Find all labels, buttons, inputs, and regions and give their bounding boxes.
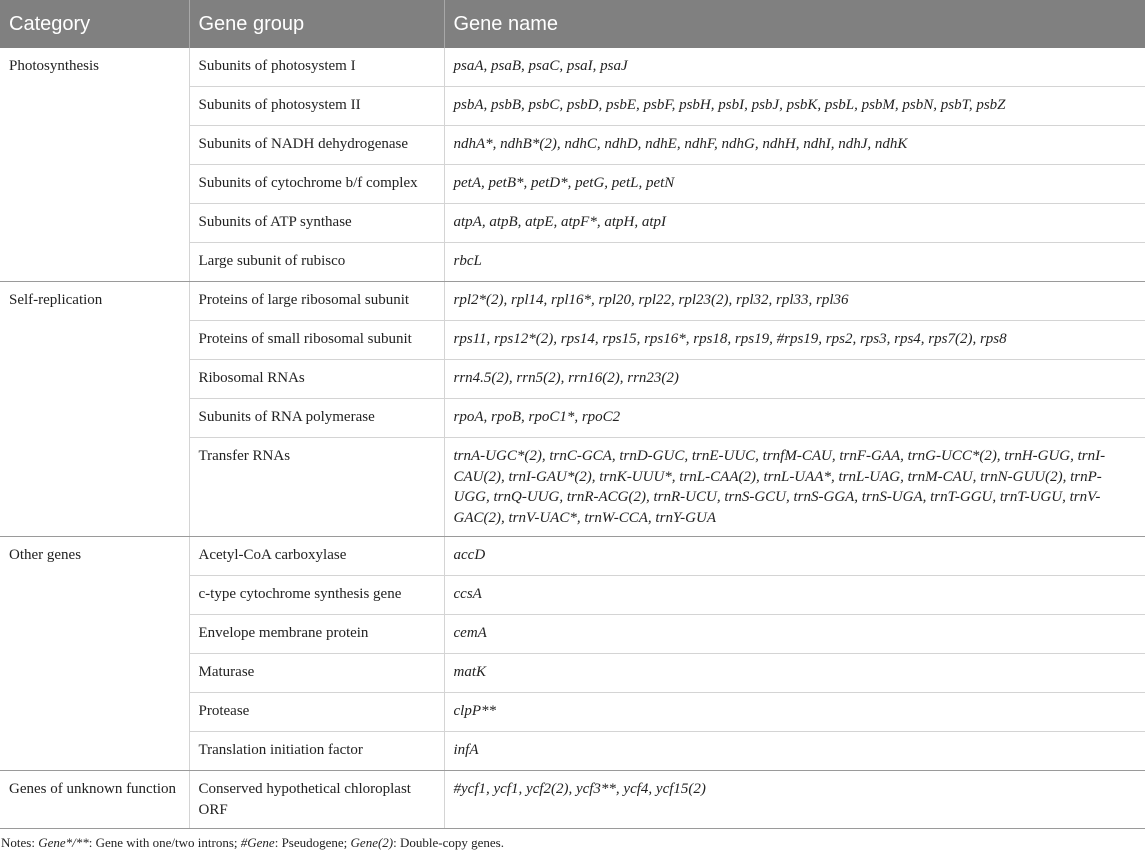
gene-group-cell: Envelope membrane protein [189, 615, 444, 654]
gene-group-cell: Ribosomal RNAs [189, 360, 444, 399]
gene-name-cell: cemA [444, 615, 1145, 654]
gene-group-cell: Maturase [189, 654, 444, 693]
category-cell: Photosynthesis [0, 48, 189, 282]
gene-group-cell: Translation initiation factor [189, 732, 444, 771]
header-category: Category [0, 0, 189, 48]
gene-name-cell: rbcL [444, 243, 1145, 282]
gene-name-cell: psbA, psbB, psbC, psbD, psbE, psbF, psbH, psbI, psbJ, psbK, psbL, psbM, psbN, psbT, psbZ [444, 87, 1145, 126]
note-segment: Gene*/** [38, 835, 89, 850]
gene-name-cell: clpP** [444, 693, 1145, 732]
gene-group-cell: Transfer RNAs [189, 438, 444, 537]
note-segment: #Gene [240, 835, 275, 850]
gene-group-cell: Protease [189, 693, 444, 732]
gene-name-cell: rpl2*(2), rpl14, rpl16*, rpl20, rpl22, rpl23(2), rpl32, rpl33, rpl36 [444, 282, 1145, 321]
table-row [0, 48, 1145, 87]
gene-name-cell: rrn4.5(2), rrn5(2), rrn16(2), rrn23(2) [444, 360, 1145, 399]
gene-group-cell: Conserved hypothetical chloroplast ORF [189, 771, 444, 829]
table-row [0, 771, 1145, 829]
note-segment: : Double-copy genes. [393, 835, 504, 850]
gene-name-cell: ccsA [444, 576, 1145, 615]
gene-name-cell: accD [444, 537, 1145, 576]
gene-name-cell: atpA, atpB, atpE, atpF*, atpH, atpI [444, 204, 1145, 243]
gene-name-cell: petA, petB*, petD*, petG, petL, petN [444, 165, 1145, 204]
gene-group-cell: c-type cytochrome synthesis gene [189, 576, 444, 615]
category-cell: Other genes [0, 537, 189, 771]
note-segment: : Pseudogene; [274, 835, 351, 850]
gene-name-cell: matK [444, 654, 1145, 693]
category-cell: Self-replication [0, 282, 189, 537]
gene-name-cell: #ycf1, ycf1, ycf2(2), ycf3**, ycf4, ycf15(2) [444, 771, 1145, 829]
gene-name-cell: rps11, rps12*(2), rps14, rps15, rps16*, rps18, rps19, #rps19, rps2, rps3, rps4, rps7(2), rps8 [444, 321, 1145, 360]
table-row [0, 282, 1145, 321]
gene-name-cell: ndhA*, ndhB*(2), ndhC, ndhD, ndhE, ndhF, ndhG, ndhH, ndhI, ndhJ, ndhK [444, 126, 1145, 165]
note-segment: : Gene with one/two introns; [88, 835, 241, 850]
gene-group-cell: Subunits of ATP synthase [189, 204, 444, 243]
gene-group-cell: Proteins of large ribosomal subunit [189, 282, 444, 321]
gene-group-cell: Subunits of RNA polymerase [189, 399, 444, 438]
table-body [0, 48, 1145, 829]
gene-group-cell: Subunits of photosystem I [189, 48, 444, 87]
header-gene-name: Gene name [444, 0, 1145, 48]
gene-name-cell: trnA-UGC*(2), trnC-GCA, trnD-GUC, trnE-UUC, trnfM-CAU, trnF-GAA, trnG-UCC*(2), trnH-GUG, trnI-CAU(2), trnI-GAU*(2), trnK-UUU*, trnL-CAA(2), trnL-UAA*, trnL-UAG, trnM-CAU, trnN-GUU(2), trnP-UGG, trnQ-UUG, trnR-ACG(2), trnR-UCU, trnS-GCU, trnS-GGA, trnS-UGA, trnT-GGU, trnT-UGU, trnV-GAC(2), trnV-UAC*, trnW-CCA, trnY-GUA [444, 438, 1145, 537]
gene-name-cell: psaA, psaB, psaC, psaI, psaJ [444, 48, 1145, 87]
header-gene-group: Gene group [189, 0, 444, 48]
table-row [0, 537, 1145, 576]
gene-name-cell: rpoA, rpoB, rpoC1*, rpoC2 [444, 399, 1145, 438]
gene-name-cell: infA [444, 732, 1145, 771]
note-segment: Gene(2) [350, 835, 394, 850]
gene-group-cell: Acetyl-CoA carboxylase [189, 537, 444, 576]
gene-group-cell: Subunits of photosystem II [189, 87, 444, 126]
gene-group-cell: Proteins of small ribosomal subunit [189, 321, 444, 360]
category-cell: Genes of unknown function [0, 771, 189, 829]
header-row [0, 0, 1145, 48]
gene-group-cell: Large subunit of rubisco [189, 243, 444, 282]
note-segment: Notes: [1, 835, 39, 850]
gene-group-cell: Subunits of NADH dehydrogenase [189, 126, 444, 165]
gene-group-cell: Subunits of cytochrome b/f complex [189, 165, 444, 204]
